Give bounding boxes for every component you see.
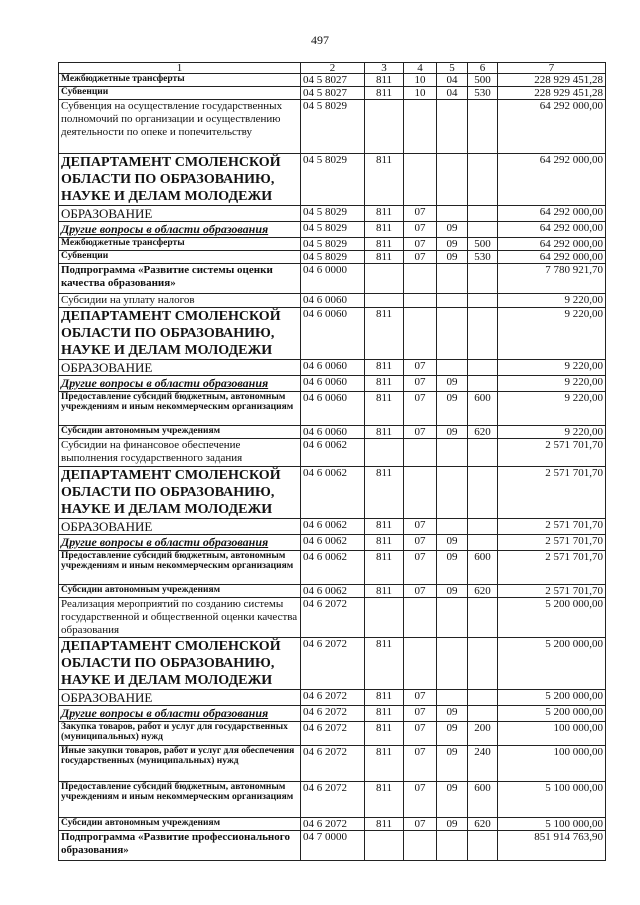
row-target-code: 04 5 8029 — [301, 251, 365, 264]
row-amount: 64 292 000,00 — [498, 251, 606, 264]
row-subsection-code: 09 — [437, 222, 468, 238]
row-name: ОБРАЗОВАНИЕ — [59, 206, 301, 222]
row-section-code: 07 — [404, 360, 437, 376]
row-name: Другие вопросы в области образования — [59, 376, 301, 392]
row-target-code: 04 5 8029 — [301, 222, 365, 238]
row-amount: 64 292 000,00 — [498, 154, 606, 206]
row-department-code — [365, 264, 404, 294]
row-target-code: 04 6 0062 — [301, 519, 365, 535]
row-amount: 9 220,00 — [498, 294, 606, 308]
row-target-code: 04 6 2072 — [301, 818, 365, 831]
row-subsection-code — [437, 100, 468, 154]
row-amount: 5 200 000,00 — [498, 706, 606, 722]
row-amount: 9 220,00 — [498, 360, 606, 376]
row-expense-type-code: 600 — [468, 392, 498, 426]
row-subsection-code: 09 — [437, 426, 468, 439]
row-expense-type-code: 600 — [468, 551, 498, 585]
row-name: Иные закупки товаров, работ и услуг для обеспечения государственных (муниципальных) нужд — [59, 746, 301, 782]
row-department-code: 811 — [365, 222, 404, 238]
row-expense-type-code — [468, 467, 498, 519]
row-target-code: 04 6 2072 — [301, 638, 365, 690]
row-amount: 5 100 000,00 — [498, 818, 606, 831]
row-expense-type-code — [468, 690, 498, 706]
row-amount: 9 220,00 — [498, 426, 606, 439]
table-row — [59, 831, 606, 861]
row-section-code: 07 — [404, 392, 437, 426]
row-section-code: 07 — [404, 519, 437, 535]
row-section-code: 10 — [404, 87, 437, 100]
row-section-code: 07 — [404, 722, 437, 746]
table-row — [59, 222, 606, 238]
row-subsection-code — [437, 206, 468, 222]
column-header-7: 7 — [498, 63, 606, 74]
row-expense-type-code — [468, 294, 498, 308]
row-name: ДЕПАРТАМЕНТ СМОЛЕНСКОЙ ОБЛАСТИ ПО ОБРАЗОВАНИЮ, НАУКЕ И ДЕЛАМ МОЛОДЕЖИ — [59, 154, 301, 206]
row-amount: 2 571 701,70 — [498, 551, 606, 585]
row-section-code — [404, 638, 437, 690]
row-target-code: 04 6 0060 — [301, 308, 365, 360]
row-subsection-code — [437, 831, 468, 861]
row-subsection-code — [437, 294, 468, 308]
row-subsection-code: 09 — [437, 818, 468, 831]
row-subsection-code: 09 — [437, 238, 468, 251]
row-section-code: 07 — [404, 746, 437, 782]
row-department-code: 811 — [365, 308, 404, 360]
row-subsection-code: 04 — [437, 87, 468, 100]
row-target-code: 04 6 0060 — [301, 376, 365, 392]
row-department-code: 811 — [365, 746, 404, 782]
table-row — [59, 535, 606, 551]
row-section-code: 07 — [404, 535, 437, 551]
row-department-code — [365, 100, 404, 154]
table-row — [59, 251, 606, 264]
row-target-code: 04 6 0060 — [301, 392, 365, 426]
table-row — [59, 426, 606, 439]
table-row — [59, 154, 606, 206]
row-name: ОБРАЗОВАНИЕ — [59, 519, 301, 535]
row-expense-type-code — [468, 706, 498, 722]
row-subsection-code — [437, 439, 468, 467]
row-subsection-code — [437, 154, 468, 206]
row-section-code — [404, 294, 437, 308]
row-amount: 7 780 921,70 — [498, 264, 606, 294]
row-section-code: 07 — [404, 206, 437, 222]
row-department-code: 811 — [365, 154, 404, 206]
column-header-1: 1 — [59, 63, 301, 74]
row-amount: 2 571 701,70 — [498, 519, 606, 535]
row-target-code: 04 6 2072 — [301, 722, 365, 746]
row-name: Субвенции — [59, 251, 301, 264]
row-section-code: 07 — [404, 376, 437, 392]
row-subsection-code — [437, 308, 468, 360]
row-name: Субвенции — [59, 87, 301, 100]
row-amount: 9 220,00 — [498, 376, 606, 392]
row-target-code: 04 6 0062 — [301, 467, 365, 519]
row-department-code: 811 — [365, 585, 404, 598]
row-subsection-code — [437, 598, 468, 638]
table-row — [59, 100, 606, 154]
row-target-code: 04 5 8027 — [301, 74, 365, 87]
table-row — [59, 519, 606, 535]
row-section-code: 07 — [404, 551, 437, 585]
row-amount: 9 220,00 — [498, 392, 606, 426]
row-amount: 64 292 000,00 — [498, 238, 606, 251]
row-name: Межбюджетные трансферты — [59, 74, 301, 87]
row-name: Предоставление субсидий бюджетным, автономным учреждениям и иным некоммерческим организациям — [59, 782, 301, 818]
row-section-code: 07 — [404, 426, 437, 439]
row-expense-type-code — [468, 519, 498, 535]
row-subsection-code: 09 — [437, 251, 468, 264]
row-name: ДЕПАРТАМЕНТ СМОЛЕНСКОЙ ОБЛАСТИ ПО ОБРАЗОВАНИЮ, НАУКЕ И ДЕЛАМ МОЛОДЕЖИ — [59, 467, 301, 519]
row-department-code: 811 — [365, 519, 404, 535]
table-row — [59, 294, 606, 308]
row-subsection-code — [437, 264, 468, 294]
row-expense-type-code — [468, 376, 498, 392]
row-expense-type-code — [468, 439, 498, 467]
row-amount: 64 292 000,00 — [498, 206, 606, 222]
row-name: Субсидии автономным учреждениям — [59, 818, 301, 831]
row-section-code — [404, 467, 437, 519]
table-row — [59, 706, 606, 722]
row-section-code — [404, 100, 437, 154]
row-name: Субсидии на уплату налогов — [59, 294, 301, 308]
row-department-code: 811 — [365, 74, 404, 87]
row-section-code — [404, 439, 437, 467]
table-row — [59, 467, 606, 519]
row-name: Закупка товаров, работ и услуг для государственных (муниципальных) нужд — [59, 722, 301, 746]
table-row — [59, 439, 606, 467]
row-department-code: 811 — [365, 706, 404, 722]
row-amount: 228 929 451,28 — [498, 74, 606, 87]
table-header-row — [59, 63, 606, 74]
table-row — [59, 551, 606, 585]
row-subsection-code: 09 — [437, 392, 468, 426]
row-subsection-code: 09 — [437, 722, 468, 746]
row-expense-type-code: 530 — [468, 87, 498, 100]
row-section-code — [404, 154, 437, 206]
row-amount: 64 292 000,00 — [498, 100, 606, 154]
row-target-code: 04 7 0000 — [301, 831, 365, 861]
row-name: Другие вопросы в области образования — [59, 706, 301, 722]
row-name: Субсидии автономным учреждениям — [59, 426, 301, 439]
row-department-code: 811 — [365, 782, 404, 818]
row-section-code — [404, 598, 437, 638]
row-target-code: 04 6 2072 — [301, 746, 365, 782]
row-section-code: 07 — [404, 782, 437, 818]
row-section-code: 10 — [404, 74, 437, 87]
row-subsection-code: 09 — [437, 376, 468, 392]
row-expense-type-code — [468, 100, 498, 154]
table-row — [59, 598, 606, 638]
row-target-code: 04 6 0060 — [301, 426, 365, 439]
row-target-code: 04 6 2072 — [301, 690, 365, 706]
row-amount: 2 571 701,70 — [498, 585, 606, 598]
row-section-code: 07 — [404, 251, 437, 264]
row-department-code: 811 — [365, 467, 404, 519]
row-target-code: 04 6 2072 — [301, 598, 365, 638]
budget-table — [58, 62, 606, 861]
row-department-code: 811 — [365, 238, 404, 251]
row-department-code — [365, 831, 404, 861]
row-name: ОБРАЗОВАНИЕ — [59, 360, 301, 376]
table-row — [59, 87, 606, 100]
row-section-code — [404, 308, 437, 360]
column-header-3: 3 — [365, 63, 404, 74]
row-department-code: 811 — [365, 426, 404, 439]
row-name: Подпрограмма «Развитие системы оценки качества образования» — [59, 264, 301, 294]
row-subsection-code — [437, 690, 468, 706]
row-expense-type-code — [468, 535, 498, 551]
table-row — [59, 308, 606, 360]
column-header-5: 5 — [437, 63, 468, 74]
row-section-code — [404, 264, 437, 294]
row-amount: 228 929 451,28 — [498, 87, 606, 100]
row-subsection-code — [437, 360, 468, 376]
row-name: ДЕПАРТАМЕНТ СМОЛЕНСКОЙ ОБЛАСТИ ПО ОБРАЗОВАНИЮ, НАУКЕ И ДЕЛАМ МОЛОДЕЖИ — [59, 638, 301, 690]
row-name: Реализация мероприятий по созданию системы государственной и общественной оценки качества образования — [59, 598, 301, 638]
row-subsection-code: 09 — [437, 535, 468, 551]
row-department-code: 811 — [365, 206, 404, 222]
table-row — [59, 264, 606, 294]
row-department-code: 811 — [365, 87, 404, 100]
row-section-code: 07 — [404, 690, 437, 706]
row-department-code: 811 — [365, 818, 404, 831]
row-department-code — [365, 294, 404, 308]
row-expense-type-code: 200 — [468, 722, 498, 746]
row-expense-type-code — [468, 154, 498, 206]
row-department-code: 811 — [365, 551, 404, 585]
row-name: Предоставление субсидий бюджетным, автономным учреждениям и иным некоммерческим организациям — [59, 551, 301, 585]
row-target-code: 04 6 0062 — [301, 585, 365, 598]
row-target-code: 04 6 0000 — [301, 264, 365, 294]
row-department-code: 811 — [365, 722, 404, 746]
row-department-code — [365, 439, 404, 467]
row-amount: 5 100 000,00 — [498, 782, 606, 818]
row-department-code: 811 — [365, 535, 404, 551]
row-target-code: 04 6 0062 — [301, 535, 365, 551]
row-target-code: 04 5 8029 — [301, 154, 365, 206]
row-target-code: 04 6 0060 — [301, 294, 365, 308]
table-row — [59, 360, 606, 376]
row-expense-type-code: 500 — [468, 74, 498, 87]
row-name: ДЕПАРТАМЕНТ СМОЛЕНСКОЙ ОБЛАСТИ ПО ОБРАЗОВАНИЮ, НАУКЕ И ДЕЛАМ МОЛОДЕЖИ — [59, 308, 301, 360]
table-row — [59, 638, 606, 690]
row-subsection-code: 04 — [437, 74, 468, 87]
row-department-code: 811 — [365, 392, 404, 426]
table-row — [59, 690, 606, 706]
row-expense-type-code — [468, 360, 498, 376]
table-row — [59, 206, 606, 222]
row-target-code: 04 5 8029 — [301, 206, 365, 222]
row-target-code: 04 6 2072 — [301, 706, 365, 722]
row-section-code: 07 — [404, 238, 437, 251]
row-amount: 64 292 000,00 — [498, 222, 606, 238]
row-section-code — [404, 831, 437, 861]
row-amount: 5 200 000,00 — [498, 598, 606, 638]
row-department-code: 811 — [365, 360, 404, 376]
row-target-code: 04 5 8027 — [301, 87, 365, 100]
row-section-code: 07 — [404, 585, 437, 598]
row-expense-type-code — [468, 222, 498, 238]
table-row — [59, 782, 606, 818]
row-amount: 9 220,00 — [498, 308, 606, 360]
row-subsection-code: 09 — [437, 585, 468, 598]
page-number: 497 — [311, 33, 329, 47]
row-name: Другие вопросы в области образования — [59, 222, 301, 238]
row-subsection-code — [437, 519, 468, 535]
row-section-code: 07 — [404, 706, 437, 722]
row-subsection-code — [437, 467, 468, 519]
row-amount: 2 571 701,70 — [498, 535, 606, 551]
table-row — [59, 722, 606, 746]
row-department-code: 811 — [365, 251, 404, 264]
row-name: Предоставление субсидий бюджетным, автономным учреждениям и иным некоммерческим организациям — [59, 392, 301, 426]
row-subsection-code: 09 — [437, 706, 468, 722]
row-expense-type-code: 530 — [468, 251, 498, 264]
row-department-code: 811 — [365, 638, 404, 690]
row-name: Субсидии автономным учреждениям — [59, 585, 301, 598]
row-subsection-code: 09 — [437, 782, 468, 818]
row-department-code: 811 — [365, 376, 404, 392]
row-subsection-code: 09 — [437, 551, 468, 585]
table-row — [59, 392, 606, 426]
column-header-2: 2 — [301, 63, 365, 74]
row-name: Межбюджетные трансферты — [59, 238, 301, 251]
row-name: Подпрограмма «Развитие профессионального образования» — [59, 831, 301, 861]
column-header-6: 6 — [468, 63, 498, 74]
row-target-code: 04 6 2072 — [301, 782, 365, 818]
row-department-code — [365, 598, 404, 638]
table-row — [59, 376, 606, 392]
row-amount: 100 000,00 — [498, 746, 606, 782]
row-department-code: 811 — [365, 690, 404, 706]
row-expense-type-code: 620 — [468, 426, 498, 439]
row-amount: 5 200 000,00 — [498, 638, 606, 690]
row-name: Субсидии на финансовое обеспечение выполнения государственного задания — [59, 439, 301, 467]
row-subsection-code: 09 — [437, 746, 468, 782]
row-expense-type-code — [468, 598, 498, 638]
row-name: Другие вопросы в области образования — [59, 535, 301, 551]
row-expense-type-code: 620 — [468, 585, 498, 598]
table-row — [59, 585, 606, 598]
row-target-code: 04 5 8029 — [301, 238, 365, 251]
row-expense-type-code — [468, 264, 498, 294]
row-expense-type-code — [468, 308, 498, 360]
row-amount: 5 200 000,00 — [498, 690, 606, 706]
row-expense-type-code — [468, 638, 498, 690]
row-expense-type-code — [468, 831, 498, 861]
row-target-code: 04 6 0062 — [301, 439, 365, 467]
table-row — [59, 238, 606, 251]
row-subsection-code — [437, 638, 468, 690]
row-name: ОБРАЗОВАНИЕ — [59, 690, 301, 706]
row-expense-type-code: 240 — [468, 746, 498, 782]
row-target-code: 04 5 8029 — [301, 100, 365, 154]
table-row — [59, 74, 606, 87]
row-target-code: 04 6 0060 — [301, 360, 365, 376]
row-expense-type-code: 620 — [468, 818, 498, 831]
row-section-code: 07 — [404, 222, 437, 238]
row-expense-type-code: 600 — [468, 782, 498, 818]
table-row — [59, 746, 606, 782]
row-amount: 851 914 763,90 — [498, 831, 606, 861]
row-section-code: 07 — [404, 818, 437, 831]
row-amount: 2 571 701,70 — [498, 467, 606, 519]
column-header-4: 4 — [404, 63, 437, 74]
table-row — [59, 818, 606, 831]
row-name: Субвенция на осуществление государственных полномочий по организации и осуществлению деятельности по опеке и попечительству — [59, 100, 301, 154]
row-expense-type-code: 500 — [468, 238, 498, 251]
row-amount: 2 571 701,70 — [498, 439, 606, 467]
row-target-code: 04 6 0062 — [301, 551, 365, 585]
row-amount: 100 000,00 — [498, 722, 606, 746]
row-expense-type-code — [468, 206, 498, 222]
